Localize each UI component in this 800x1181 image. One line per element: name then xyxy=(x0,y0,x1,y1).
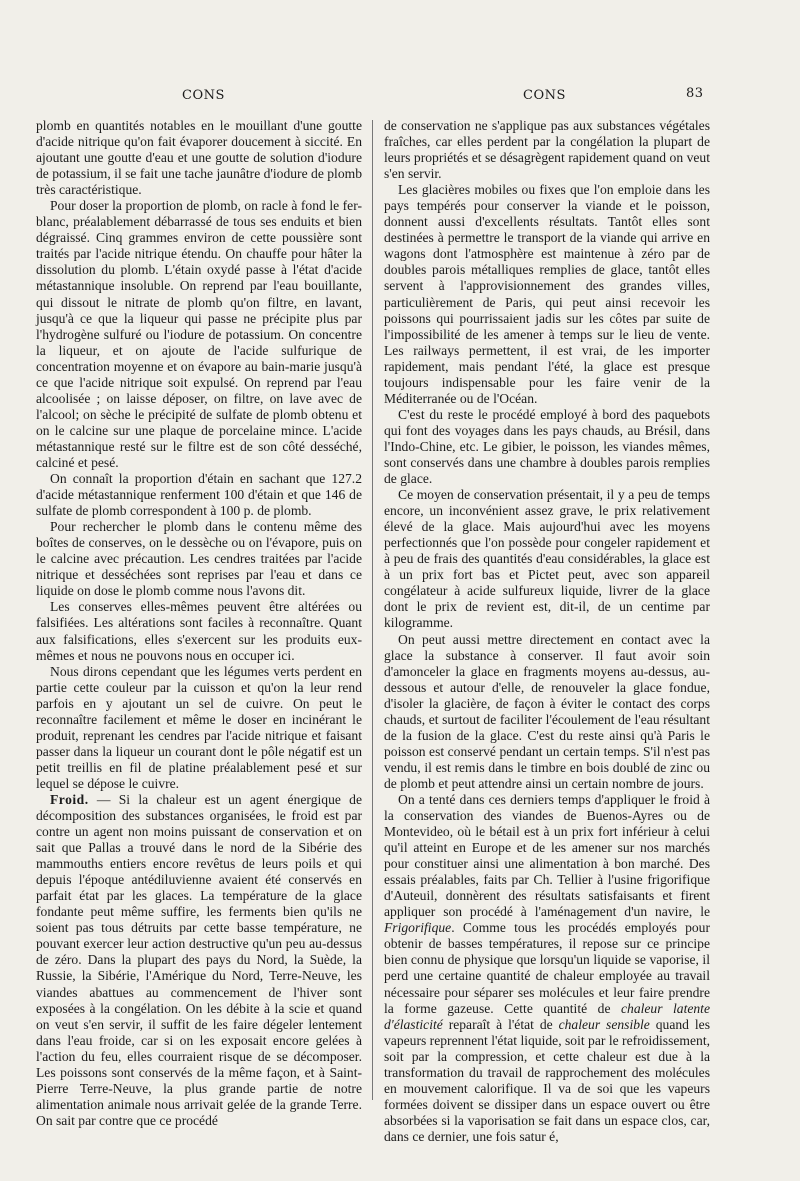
paragraph-text: reparaît à l'état de xyxy=(442,1016,559,1032)
left-column xyxy=(36,118,362,1129)
paragraph: Pour doser la proportion de plomb, on racle à fond le fer-blanc, préalablement débarrassé de tous ses enduits et bien dégraissé. Cinq grammes environ de cette poussière sont traités par l'acide nitrique étendu. On chauffe pour hâter la dissolution du plomb. L'étain oxydé passe à l'état d'acide métastannique insoluble. On reprend par l'eau bouillante, qui dissout le nitrate de plomb qu'on filtre, en lavant, jusqu'à ce que la liqueur qui passe ne précipite plus par l'hydrogène sulfuré ou l'iodure de potassium. On concentre la liqueur, et on ajoute de l'acide sulfurique de concentration moyenne et on évapore au bain-marie jusqu'à ce que l'acide nitrique soit expulsé. On reprend par l'eau alcoolisée ; on laisse déposer, on filtre, on lave avec de l'alcool; on sèche le précipité de sulfate de plomb obtenu et on le calcine sur une plaque de porcelaine mince. L'acide métastannique resté sur le filtre est de son côté desséché, calciné et pesé. xyxy=(36,198,362,470)
paragraph-text: . Comme tous les procédés employés pour obtenir de basses températures, il repose sur ce principe bien connu de physique que lorsqu'un liquide se vaporise, il perd une certaine quantité de chaleur employée au travail nécessaire pour séparer ses molécules et leur faire prendre la forme gazeuse. Cette quantité de xyxy=(384,920,710,1016)
column-divider xyxy=(372,120,373,1100)
section-lead: Froid. xyxy=(50,791,89,807)
paragraph: On connaît la proportion d'étain en sachant que 127.2 d'acide métastannique renferment 100 d'étain et que 146 de sulfate de plomb correspondent à 100 p. de plomb. xyxy=(36,471,362,519)
running-head-left: CONS xyxy=(182,88,225,103)
paragraph: Les conserves elles-mêmes peuvent être altérées ou falsifiées. Les altérations sont faciles à reconnaître. Quant aux falsifications, elles s'exercent sur les produits eux-mêmes et nous ne pouvons nous en occuper ici. xyxy=(36,599,362,663)
paragraph: Les glacières mobiles ou fixes que l'on emploie dans les pays tempérés pour conserver la viande et le poisson, donnent aussi d'excellents résultats. Tantôt elles sont destinées à permettre le transport de la viande qui arrive en wagons dont l'atmosphère est maintenue à zéro par de doubles parois métalliques remplies de glace, tantôt elles servent à l'approvisionnement des grandes villes, particulièrement de Paris, qui peut ainsi recevoir les poissons qui pourrissaient jadis sur les côtes par suite de l'impossibilité de les amener à temps sur le lieu de vente. Les railways permettent, il est vrai, de les importer rapidement, mais pendant l'été, la glace est presque toujours indispensable pour les faire venir de la Méditerranée ou de l'Océan. xyxy=(384,182,710,406)
right-column xyxy=(384,118,710,1145)
running-head-right: CONS xyxy=(523,88,566,103)
paragraph-text: — Si la chaleur est un agent énergique de décomposition des substances organisées, le froid est par contre un agent non moins puissant de conservation et on sait que Pallas a trouvé dans le nord de la Sibérie des mammouths entiers encore revêtus de leurs poils et qui depuis l'époque antédiluvienne avaient été conservés en parfait état par les glaces. La température de la glace fondante peut même suffire, les ferments bien qu'ils ne soient pas tous détruits par cette basse température, ne pouvant exercer leur action destructive qu'un peu au-dessus de zéro. Dans la plupart des pays du Nord, la Suède, la Russie, la Sibérie, l'Amérique du Nord, Terre-Neuve, les viandes abattues au commencement de l'hiver sont exposées à la congélation. On les débite à la scie et quand on veut s'en servir, il suffit de les faire dégeler lentement dans l'eau froide, car si on les exposait encore gelées à l'action du feu, elles courraient risque de se décomposer. Les poissons sont conservés de la même façon, et à Saint-Pierre Terre-Neuve, la plus grande partie de notre alimentation animale nous arrivait gelée de la grande Terre. On sait par contre que ce procédé xyxy=(36,791,362,1128)
paragraph: plomb en quantités notables en le mouillant d'une goutte d'acide nitrique qu'on fait évaporer doucement à siccité. En ajoutant une goutte d'eau et une goutte de solution d'iodure de potassium, il se fait une tache jaunâtre d'iodure de plomb très caractéristique. xyxy=(36,118,362,198)
paragraph: Nous dirons cependant que les légumes verts perdent en partie cette couleur par la cuisson et qu'on la leur rend parfois en y ajoutant un sel de cuivre. On peut le reconnaître facilement et même le doser en incinérant le produit, reprenant les cendres par l'acide nitrique et faisant passer dans la liqueur un courant dont le pôle négatif est un petit treillis en fil de platine préalablement pesé et sur lequel se dépose le cuivre. xyxy=(36,663,362,791)
paragraph-text: On a tenté dans ces derniers temps d'appliquer le froid à la conservation des viandes de Buenos-Ayres ou de Montevideo, où le bétail est à un prix fort inférieur à celui qu'il atteint en Europe et de les amener sur nos marchés pour constituer ainsi une alimentation à bon marché. Des essais préalables, faits par Ch. Tellier à l'usine frigorifique d'Auteuil, donnèrent des résultats satisfaisants et firent appliquer son procédé à l'aménagement d'un navire, le xyxy=(384,791,710,920)
italic-term: chaleur latente d'élasticité xyxy=(384,1000,710,1032)
paragraph: C'est du reste le procédé employé à bord des paquebots qui font des voyages dans les pays chauds, au Brésil, dans l'Indo-Chine, etc. Le gibier, le poisson, les viandes mêmes, sont conservés dans une chambre à doubles parois remplies de glace. xyxy=(384,406,710,487)
paragraph xyxy=(384,792,710,1145)
ship-name: Frigorifique xyxy=(384,920,452,936)
paragraph: Ce moyen de conservation présentait, il y a peu de temps encore, un inconvénient assez grave, le prix relativement élevé de la glace. Mais aujourd'hui avec les moyens perfectionnés que l'on possède pour congeler rapidement et à peu de frais des quantités d'eau considérables, la glace est à un prix fort bas et Pictet peut, avec son appareil congélateur à acide sulfureux liquide, livrer de la glace dont le prix de revient est, dit-il, de un centime par kilogramme. xyxy=(384,487,710,631)
paragraph: de conservation ne s'applique pas aux substances végétales fraîches, car elles perdent par la congélation la plupart de leurs propriétés et se désagrègent rapidement quand on veut s'en servir. xyxy=(384,118,710,182)
paragraph xyxy=(36,792,362,1129)
page-number: 83 xyxy=(686,86,704,101)
paragraph: On peut aussi mettre directement en contact avec la glace la substance à conserver. Il faut avoir soin d'amonceler la glace en fragments moyens au-dessus, au-dessous et autour d'elle, de renouveler la glace fondue, d'isoler la glacière, de façon à éviter le contact des corps chauds, et surtout de faciliter l'écoulement de l'eau résultant de la fusion de la glace. C'est du reste ainsi qu'à Paris le poisson est conservé pendant un certain temps. S'il n'est pas vendu, il est remis dans le timbre en bois doublé de zinc ou de plomb et peut attendre ainsi un certain nombre de jours. xyxy=(384,631,710,791)
paragraph-text: quand les vapeurs reprennent l'état liquide, soit par le refroidissement, soit par la compression, et cette chaleur est due à la transformation du travail de rapprochement des molécules en mouvement calorifique. Il va de soi que les vapeurs formées doivent se dissiper dans un espace ouvert ou être absorbées si la vaporisation se fait dans un espace clos, car, dans ce dernier, une fois satur é, xyxy=(384,1016,711,1144)
italic-term: chaleur sensible xyxy=(558,1016,650,1032)
paragraph: Pour rechercher le plomb dans le contenu même des boîtes de conserves, on le dessèche ou on l'évapore, puis on le calcine avec précaution. Les cendres traitées par l'acide nitrique et desséchées sont reprises par l'eau et dans ce liquide on dose le plomb comme nous l'avons dit. xyxy=(36,519,362,599)
